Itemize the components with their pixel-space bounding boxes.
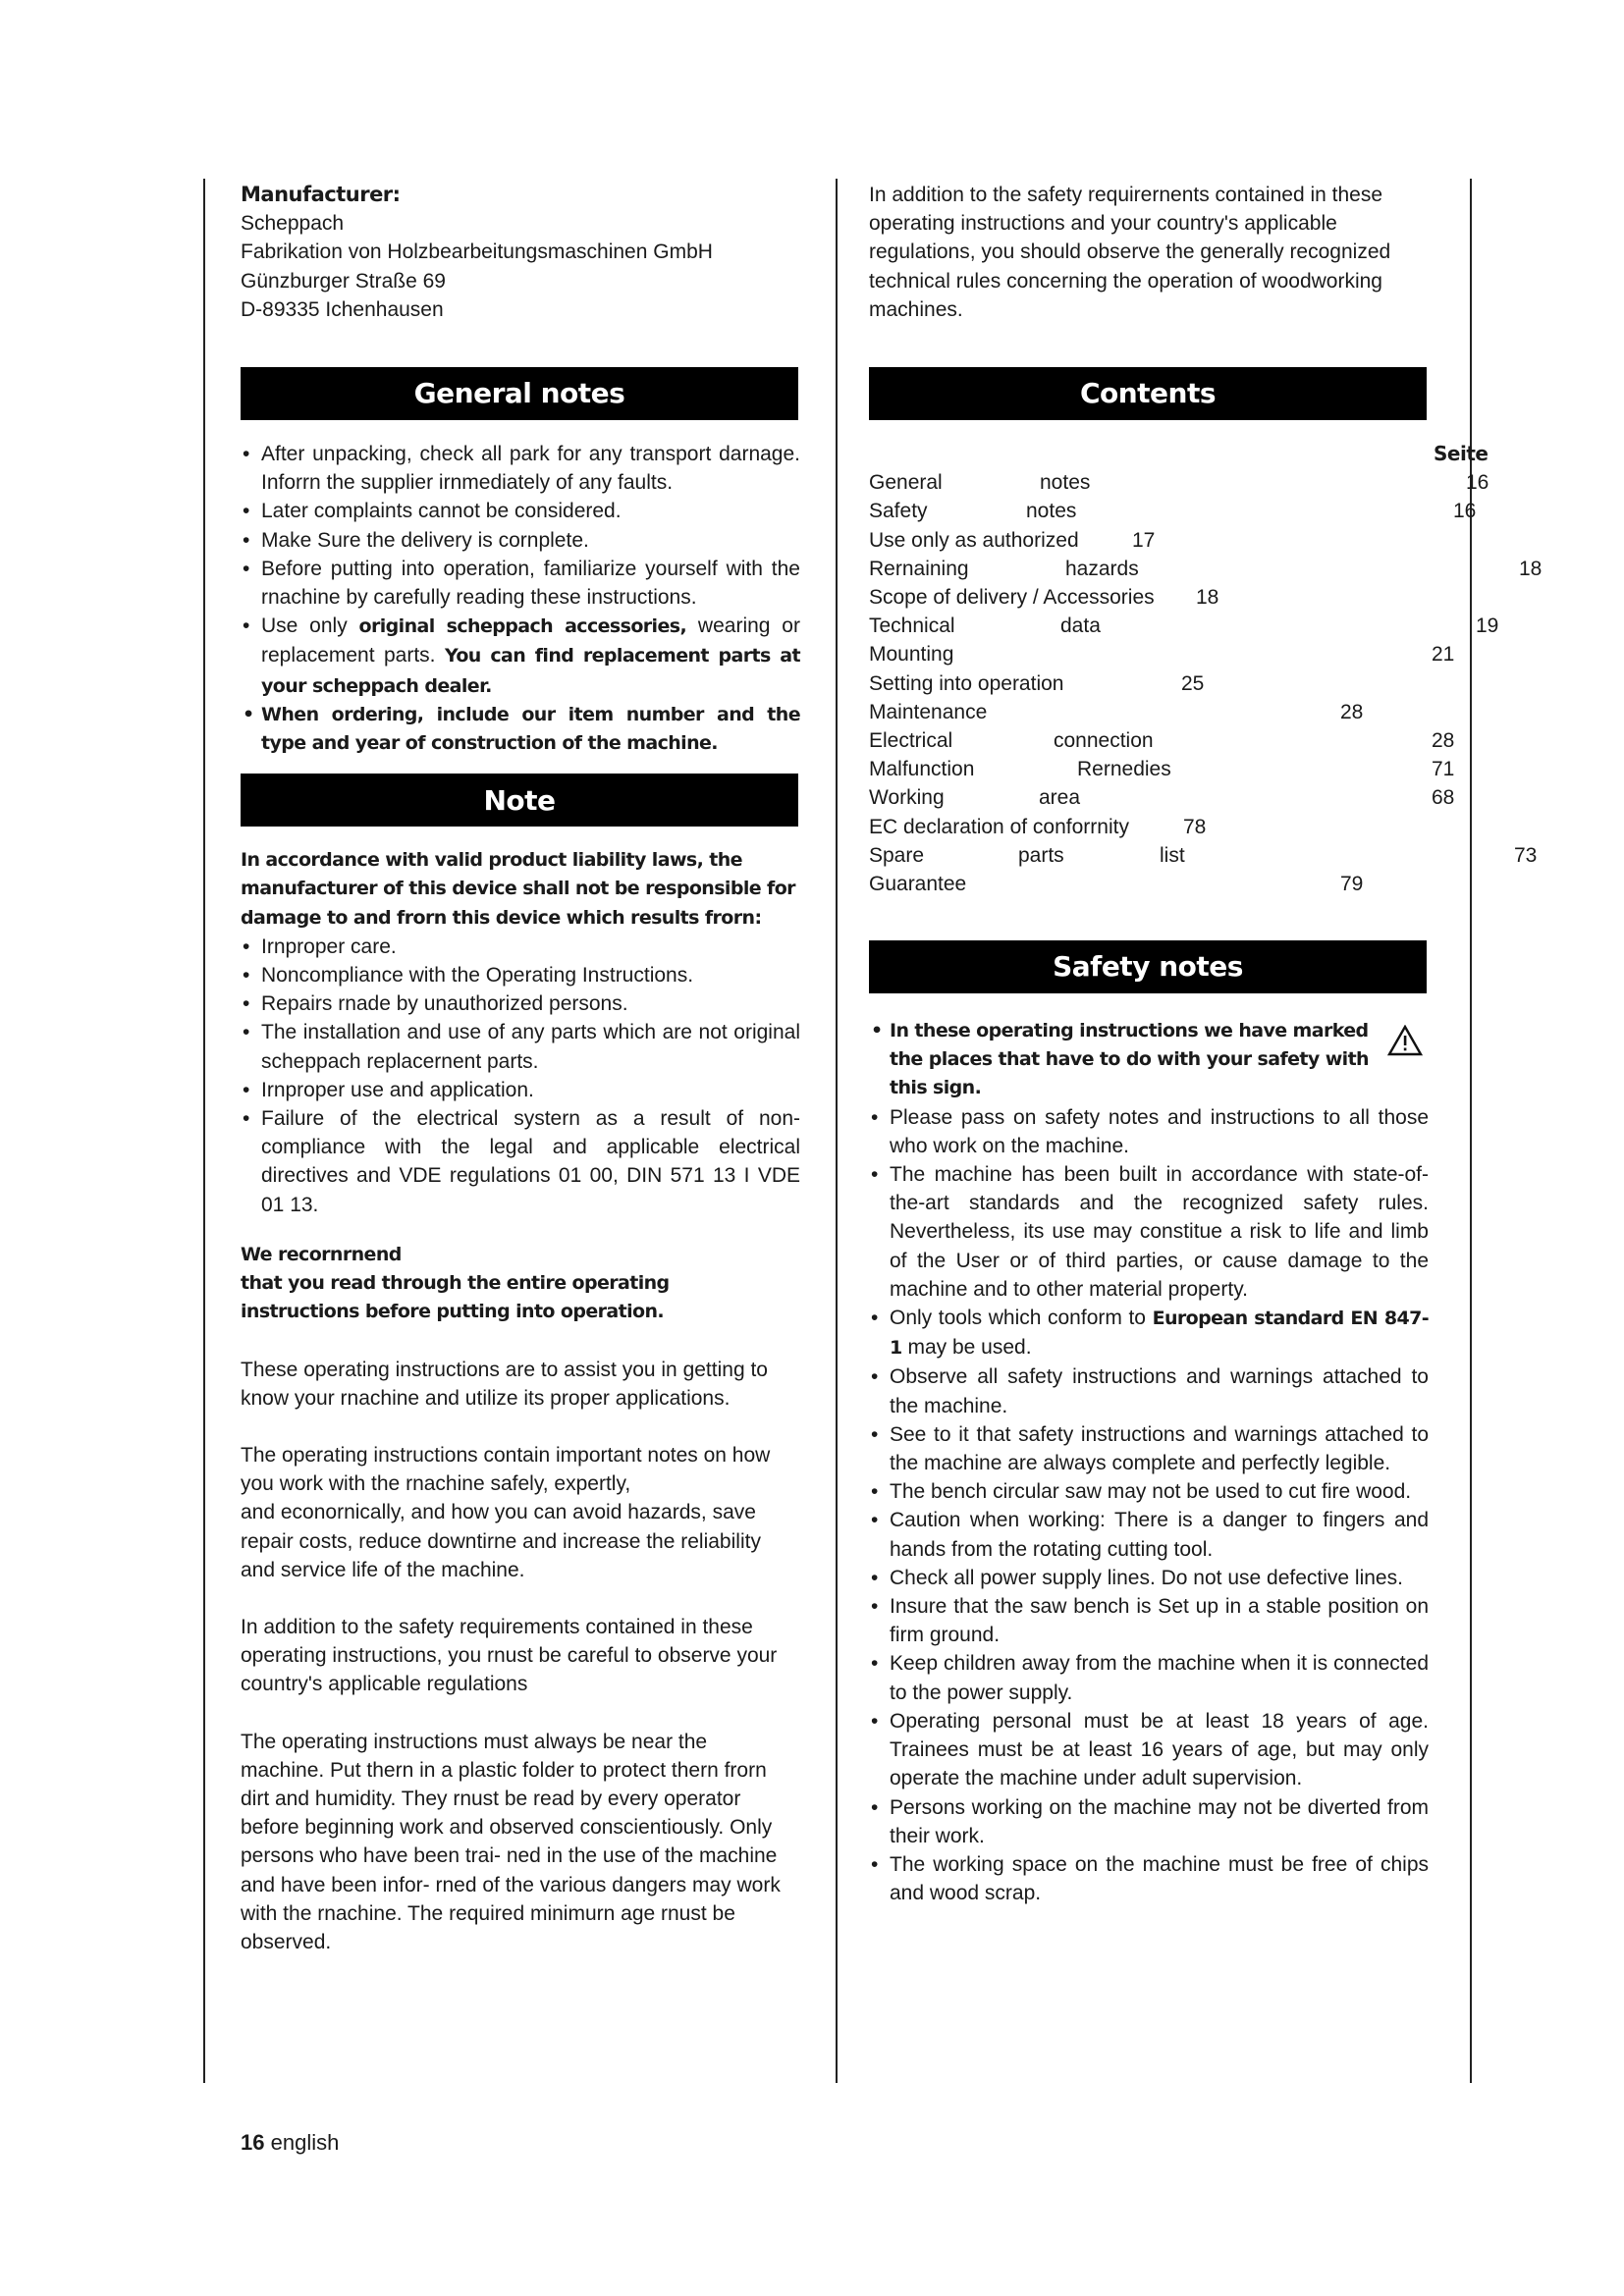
- list-item: • See to it that safety instructions and warnings attached to the machine are always complete and perfectly legible.: [869, 1420, 1429, 1477]
- toc-entry[interactable]: Rernaining: [869, 558, 969, 581]
- toc-entry-part: 18: [1196, 586, 1219, 610]
- toc-page: 73: [1514, 844, 1538, 868]
- text-run: may be used.: [901, 1336, 1032, 1360]
- toc-page: 16: [1453, 500, 1477, 523]
- safety-notes-heading: Safety notes: [869, 940, 1427, 993]
- manufacturer-line: D-89335 Ichenhausen: [241, 297, 444, 321]
- text-run: Use only: [261, 614, 359, 638]
- toc-page: 21: [1432, 643, 1455, 667]
- warning-triangle-icon: [1387, 1025, 1423, 1056]
- text-run-bold: European standard EN 847-1: [890, 1308, 1429, 1360]
- list-item: • The working space on the machine must be free of chips and wood scrap.: [869, 1850, 1429, 1907]
- toc-entry[interactable]: Spare: [869, 844, 925, 868]
- list-item: • Irnproper care.: [241, 933, 800, 961]
- general-notes-heading: General notes: [241, 367, 798, 420]
- text-run-bold: original scheppach accessories,: [358, 615, 687, 638]
- toc-entry-part: notes: [1026, 500, 1077, 523]
- contents-heading: Contents: [869, 367, 1427, 420]
- manufacturer-line: Scheppach: [241, 212, 345, 236]
- toc-entry[interactable]: Electrical: [869, 729, 953, 753]
- toc-entry-part: notes: [1040, 471, 1091, 495]
- toc-entry-part: 17: [1132, 529, 1156, 553]
- list-item: • Failure of the electrical systern as a result of non-compliance with the legal and applicable electrical directives and VDE regulations 01 00, DIN 571 13 I VDE 01 13.: [241, 1104, 800, 1219]
- text-run: wearing or replacement parts.: [261, 614, 800, 667]
- intro-paragraph: In addition to the safety requirernents contained in these operating instructions and your country's applicable regulations, you should observe the generally recognized technical rules concerning the operation of woodworking machines.: [869, 184, 1391, 321]
- general-notes-list: [241, 440, 800, 758]
- toc-page: 68: [1432, 786, 1455, 810]
- list-item: • Check all power supply lines. Do not use defective lines.: [869, 1564, 1429, 1592]
- column-rule-middle: [836, 179, 838, 2083]
- recommend-text: that you read through the entire operating instructions before putting into operation.: [241, 1272, 670, 1323]
- recommend-heading: We recornrnend: [241, 1243, 402, 1265]
- toc-entry[interactable]: Working: [869, 786, 945, 810]
- toc-entry-part: data: [1060, 614, 1101, 638]
- page-language: english: [270, 2130, 340, 2155]
- toc-page: 79: [1340, 873, 1364, 896]
- toc-page: 28: [1432, 729, 1455, 753]
- list-item: • Before putting into operation, familiarize yourself with the rnachine by carefully reading these instructions.: [241, 555, 800, 612]
- paragraph: These operating instructions are to assist you in getting to know your rnachine and utilize its proper applications.: [241, 1358, 768, 1410]
- toc-entry[interactable]: Maintenance: [869, 701, 988, 724]
- toc-entry[interactable]: Mounting: [869, 643, 954, 667]
- paragraph: and econornically, and how you can avoid hazards, save repair costs, reduce downtirne and increase the reliability and service life of the machine.: [241, 1501, 761, 1581]
- list-item: • Keep children away from the machine when it is connected to the power supply.: [869, 1649, 1429, 1706]
- toc-page: 18: [1519, 558, 1543, 581]
- note-list: [241, 933, 800, 1219]
- toc-entry[interactable]: Guarantee: [869, 873, 967, 896]
- list-item: • When ordering, include our item number and the type and year of construction of the machine.: [241, 701, 800, 758]
- toc-entry-part: connection: [1054, 729, 1154, 753]
- column-rule-left: [203, 179, 205, 2083]
- list-item: • After unpacking, check all park for any transport darnage. Inforrn the supplier irnmediately of any faults.: [241, 440, 800, 497]
- toc-entry-part: area: [1039, 786, 1081, 810]
- paragraph: In addition to the safety requirements contained in these operating instructions, you rnust be careful to observe your country's applicable regulations: [241, 1615, 778, 1696]
- list-item: • Persons working on the machine may not be diverted from their work.: [869, 1793, 1429, 1850]
- safety-notes-list: [869, 1017, 1429, 1907]
- toc-page: 71: [1432, 758, 1455, 781]
- toc-entry[interactable]: Technical: [869, 614, 955, 638]
- toc-entry[interactable]: Safety: [869, 500, 928, 523]
- toc-page: 28: [1340, 701, 1364, 724]
- manufacturer-block: [241, 181, 800, 324]
- list-item: • The installation and use of any parts which are not original scheppach replacernent parts.: [241, 1018, 800, 1075]
- list-item: • Operating personal must be at least 18 years of age. Trainees must be at least 16 years of age, but may only operate the machine under adult supervision.: [869, 1707, 1429, 1793]
- list-item: • Repairs rnade by unauthorized persons.: [241, 989, 800, 1018]
- list-item: [241, 612, 800, 701]
- list-item: • Caution when working: There is a danger to fingers and hands from the rotating cutting tool.: [869, 1506, 1429, 1563]
- toc-entry[interactable]: Scope of delivery / Accessories: [869, 586, 1155, 610]
- list-item: [869, 1304, 1429, 1362]
- list-item: [869, 1017, 1429, 1103]
- manufacturer-line: Fabrikation von Holzbearbeitungsmaschinen GmbH: [241, 240, 713, 264]
- toc-seite-label: Seite: [1434, 442, 1489, 466]
- right-column: [869, 181, 1543, 1907]
- list-item: • The machine has been built in accordance with state-of-the-art standards and the recognized safety rules. Nevertheless, its use may constitue a risk to life and limb of the User or of third parties, or cause damage to the machine and to other material property.: [869, 1160, 1429, 1304]
- toc-entry-part: parts: [1018, 844, 1064, 868]
- toc-entry[interactable]: Setting into operation: [869, 672, 1064, 696]
- list-item: • Irnproper use and application.: [241, 1076, 800, 1104]
- toc-entry-part: 25: [1181, 672, 1205, 696]
- text-run-bold: You can find replacement parts at your scheppach dealer.: [261, 645, 800, 697]
- toc-entry-part: hazards: [1065, 558, 1139, 581]
- note-heading: Note: [241, 774, 798, 827]
- list-item: • Later complaints cannot be considered.: [241, 497, 800, 525]
- table-of-contents: [869, 440, 1543, 901]
- list-item: • Please pass on safety notes and instructions to all those who work on the machine.: [869, 1103, 1429, 1160]
- list-item: • Make Sure the delivery is cornplete.: [241, 526, 800, 555]
- toc-entry-part: list: [1160, 844, 1185, 868]
- page-number: 16: [241, 2130, 265, 2155]
- left-column: [241, 181, 800, 1956]
- list-item: • The bench circular saw may not be used to cut fire wood.: [869, 1477, 1429, 1506]
- toc-page: 16: [1466, 471, 1489, 495]
- toc-page: 19: [1476, 614, 1499, 638]
- toc-entry-part: Rernedies: [1077, 758, 1171, 781]
- manufacturer-line: Günzburger Straße 69: [241, 269, 446, 293]
- toc-entry[interactable]: Malfunction: [869, 758, 975, 781]
- note-intro: In accordance with valid product liability laws, the manufacturer of this device shall not be responsible for damage to and frorn this device which results frorn:: [241, 849, 795, 929]
- manufacturer-heading: Manufacturer:: [241, 183, 401, 206]
- toc-entry-part: 78: [1183, 816, 1207, 839]
- list-item: • Insure that the saw bench is Set up in a stable position on firm ground.: [869, 1592, 1429, 1649]
- toc-entry[interactable]: General: [869, 471, 943, 495]
- toc-entry[interactable]: Use only as authorized: [869, 529, 1079, 553]
- toc-entry[interactable]: EC declaration of conforrnity: [869, 816, 1129, 839]
- list-item: • Noncompliance with the Operating Instructions.: [241, 961, 800, 989]
- safety-sign-text: In these operating instructions we have marked the places that have to do with your safety with this sign.: [890, 1020, 1369, 1099]
- page-footer: [241, 2130, 339, 2156]
- text-run: Only tools which conform to: [890, 1307, 1153, 1330]
- paragraph: The operating instructions contain important notes on how you work with the rnachine safely, expertly,: [241, 1443, 771, 1496]
- paragraph: The operating instructions must always be near the machine. Put thern in a plastic folder to protect thern frorn dirt and humidity. They rnust be read by every operator before beginning work and observed conscientiously. Only persons who have been trai- ned in the use of the machine and have been infor- rned of the various dangers may work with the rnachine. The required minimurn age rnust be observed.: [241, 1730, 781, 1953]
- list-item: • Observe all safety instructions and warnings attached to the machine.: [869, 1362, 1429, 1419]
